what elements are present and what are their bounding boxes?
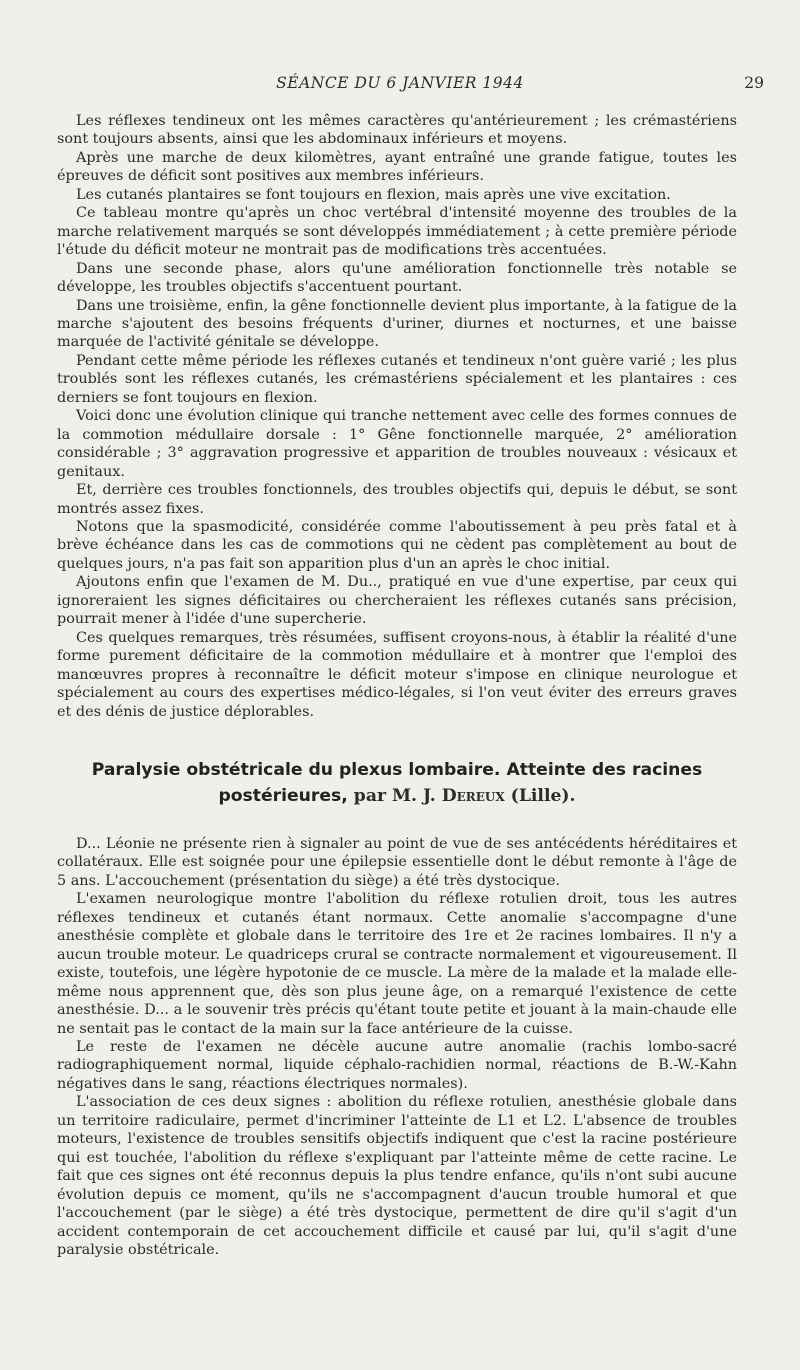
body-paragraph: Ces quelques remarques, très résumées, suffisent croyons-nous, à établir la réalité d'une forme purement déficitaire de la commotion médullaire et à montrer que l'emploi des manœuvres propres à reconnaître le déficit moteur s'impose en clinique neurologue et spécialement au cours des expertises médico-légales, si l'on veut éviter des erreurs graves et des dénis de justice déplorables. (57, 629, 737, 720)
body-paragraph: Dans une seconde phase, alors qu'une amélioration fonctionnelle très notable se développe, les troubles objectifs s'accentuent pourtant. (57, 260, 737, 296)
body-paragraph: Les cutanés plantaires se font toujours en flexion, mais après une vive excitation. (76, 186, 671, 203)
article-paragraph: D... Léonie ne présente rien à signaler au point de vue de ses antécédents héréditaires et collatéraux. Elle est soignée pour une épilepsie essentielle dont le début remonte à l'âge de 5 ans. L'accouchement (présentation du siège) a été très dystocique. (57, 836, 737, 889)
body-paragraph: Après une marche de deux kilomètres, ayant entraîné une grande fatigue, toutes les épreuves de déficit sont positives aux membres inférieurs. (57, 149, 737, 185)
running-header (0, 74, 800, 98)
body-paragraph: Ajoutons enfin que l'examen de M. Du.., pratiqué en vue d'une expertise, par ceux qui ignoreraient les signes déficitaires ou chercheraient les réflexes cutanés sans précision, pourrait mener à l'idée d'une supercherie. (57, 574, 737, 628)
article-affiliation: (Lille). (504, 786, 576, 806)
body-paragraph: Pendant cette même période les réflexes cutanés et tendineux n'ont guère varié ; les plus troublés sont les réflexes cutanés, les crémastériens spécialement et les plantaires : ces derniers se font toujours en flexion. (57, 352, 737, 406)
body-paragraph: Et, derrière ces troubles fonctionnels, des troubles objectifs qui, depuis le début, se sont montrés assez fixes. (57, 482, 737, 517)
article-paragraph: L'association de ces deux signes : abolition du réflexe rotulien, anesthésie globale dans un territoire radiculaire, permet d'incriminer l'atteinte de L1 et L2. L'absence de troubles moteurs, l'existence de troubles sensitifs objectifs indiquent que c'est la racine postérieure qui est touchée, l'abolition du réflexe s'expliquant par l'atteinte même de cette racine. Le fait que ces signes ont été reconnus depuis la plus tendre enfance, qu'ils n'ont subi aucune évolution depuis ce moment, qu'ils ne s'accompagnent d'aucun trouble humoral et que l'accouchement (par le siège) a été très dystocique, permettent de dire qu'il s'agit d'un accident contemporain de cet accouchement difficile et causé par lui, qu'il s'agit d'une paralysie obstétricale. (57, 1094, 737, 1258)
body-paragraph: Dans une troisième, enfin, la gêne fonctionnelle devient plus importante, à la fatigue de la marche s'ajoutent des besoins fréquents d'uriner, diurnes et nocturnes, et une baisse marquée de l'activité génitale se développe. (57, 297, 737, 351)
body-text-section (57, 112, 737, 721)
article-author: Dereux (441, 786, 505, 806)
article-paragraph: Le reste de l'examen ne décèle aucune autre anomalie (rachis lombo-sacré radiographiquement normal, liquide céphalo-rachidien normal, réactions de B.-W.-Kahn négatives dans le sang, réactions électriques normales). (57, 1038, 737, 1092)
running-header-title: SÉANCE DU 6 JANVIER 1944 (276, 74, 524, 92)
body-paragraph: Notons que la spasmodicité, considérée comme l'aboutissement à peu près fatal et à brève échéance dans les cas de commotions qui ne cèdent pas complètement au bout de quelques jours, n'a pas fait son apparition plus d'un an après le choc initial. (57, 518, 737, 572)
article-paragraph: L'examen neurologique montre l'abolition du réflexe rotulien droit, tous les autres réflexes tendineux et cutanés étant normaux. Cette anomalie s'accompagne d'une anesthésie complète et globale dans le territoire des 1re et 2e racines lombaires. Il n'y a aucun trouble moteur. Le quadriceps crural se contracte normalement et vigoureusement. Il existe, toutefois, une légère hypotonie de ce muscle. La mère de la malade et la malade elle-même nous apprennent que, dès son plus jeune âge, on a remarqué l'existence de cette anesthésie. D... a le souvenir très précis qu'étant toute petite et jouant à la main-chaude elle ne sentait pas le contact de la main sur la face antérieure de la cuisse. (57, 891, 737, 1037)
article-title-line2 (57, 783, 737, 810)
article-title-bold-end: postérieures, (218, 786, 348, 806)
body-paragraph: Voici donc une évolution clinique qui tranche nettement avec celle des formes connues de la commotion médullaire dorsale : 1° Gêne fonctionnelle marquée, 2° amélioration considérable ; 3° aggravation progressive et apparition de troubles nouveaux : vésicaux et genitaux. (57, 408, 737, 480)
article-byline: par M. J. (347, 786, 442, 806)
page-number: 29 (744, 74, 764, 92)
article-title-line1: Paralysie obstétricale du plexus lombaire. Atteinte des racines (91, 760, 703, 780)
article-title (57, 757, 737, 810)
body-paragraph: Les réflexes tendineux ont les mêmes caractères qu'antérieurement ; les crémastériens sont toujours absents, ainsi que les abdominaux inférieurs et moyens. (57, 113, 737, 148)
article-body (57, 835, 737, 1259)
body-paragraph: Ce tableau montre qu'après un choc vertébral d'intensité moyenne des troubles de la marche relativement marqués se sont développés immédiatement ; à cette première période l'étude du déficit moteur ne montrait pas de modifications très accentuées. (57, 205, 737, 259)
